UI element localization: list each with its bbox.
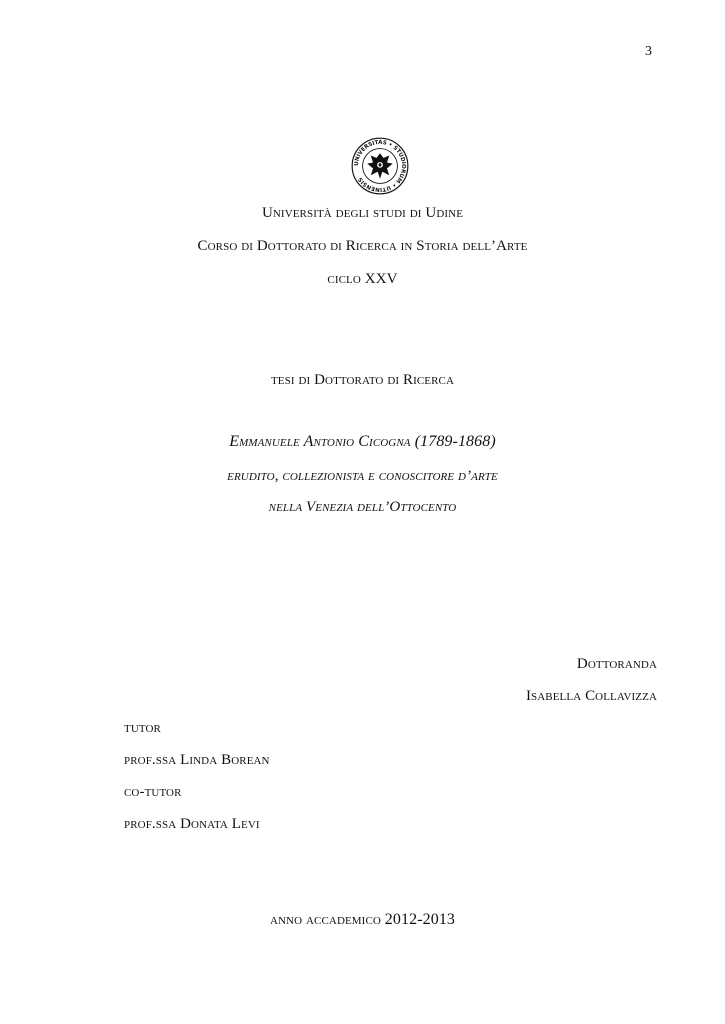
thesis-title-line1: Emmanuele Antonio Cicogna (1789-1868) xyxy=(229,433,496,450)
tutor-name: prof.ssa Linda Borean xyxy=(124,752,270,768)
university-seal-icon xyxy=(351,137,409,195)
academic-year-value: 2012-2013 xyxy=(384,911,456,928)
thesis-title-line3: nella Venezia dell’Ottocento xyxy=(268,499,457,515)
eagle-emblem xyxy=(367,153,393,179)
seal-ring-text: UNIVERSITAS • STUDIORUM • UTINENSIS xyxy=(353,139,407,193)
academic-year-label: anno accademico xyxy=(269,912,381,928)
candidate-name: Isabella Collavizza xyxy=(525,688,657,704)
candidate-role: Dottoranda xyxy=(576,656,657,672)
cycle-label: ciclo XXV xyxy=(327,271,398,287)
tutor-label: tutor xyxy=(124,720,161,736)
thesis-type: tesi di Dottorato di Ricerca xyxy=(270,372,455,388)
university-name: Università degli studi di Udine xyxy=(261,205,464,221)
cotutor-name: prof.ssa Donata Levi xyxy=(124,816,260,832)
thesis-title-line2: erudito, collezionista e conoscitore d’arte xyxy=(227,468,498,484)
cotutor-label: co-tutor xyxy=(124,784,182,800)
course-name: Corso di Dottorato di Ricerca in Storia dell’Arte xyxy=(197,238,528,254)
academic-year xyxy=(0,912,725,928)
page-number: 3 xyxy=(645,44,652,59)
